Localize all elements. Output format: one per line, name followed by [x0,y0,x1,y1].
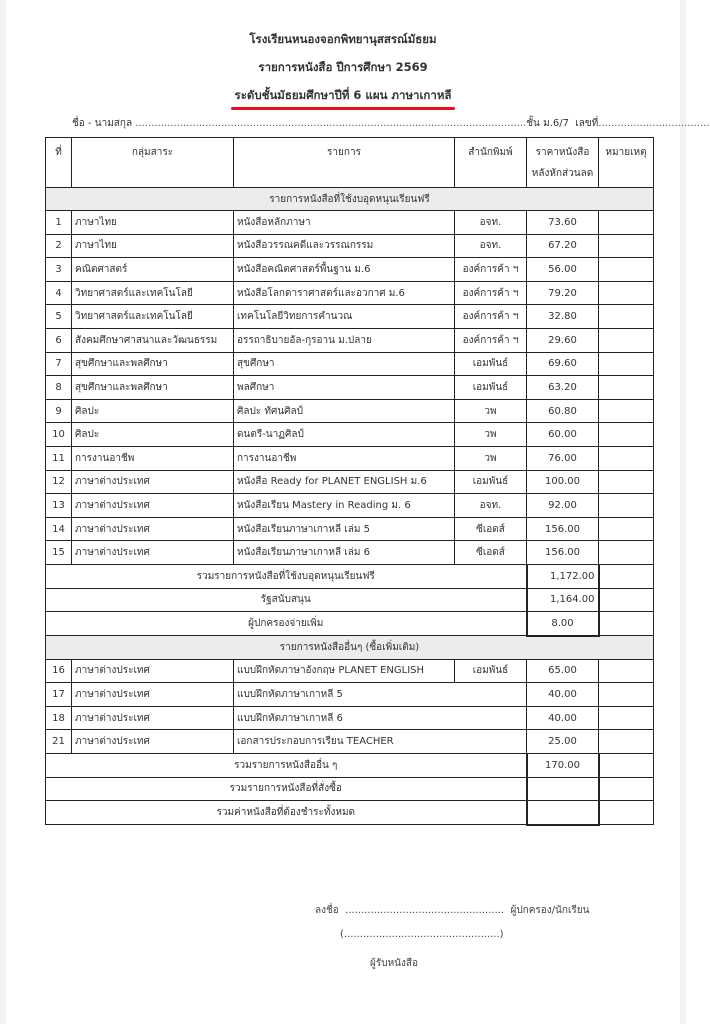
row-publisher: องค์การค้า ฯ [455,328,527,352]
row-price: 156.00 [527,517,599,541]
row-note[interactable] [599,470,654,494]
row-number: 6 [46,328,72,352]
row-publisher: อจท. [455,494,527,518]
row-item: แบบฝึกหัดภาษาอังกฤษ PLANET ENGLISH [234,659,455,683]
summary-row [46,564,654,588]
row-publisher: องค์การค้า ฯ [455,305,527,329]
row-note[interactable] [599,399,654,423]
row-number: 5 [46,305,72,329]
row-price: 29.60 [527,328,599,352]
row-note[interactable] [599,730,654,754]
name-field[interactable]: ........................................................................................................................... [135,118,527,129]
table-row [46,494,654,518]
row-note[interactable] [599,541,654,565]
table-row [46,683,654,707]
table-row [46,211,654,235]
table-row [46,659,654,683]
table-row [46,517,654,541]
row-publisher: เอมพันธ์ [455,470,527,494]
table-row [46,541,654,565]
book-list-table [45,137,654,826]
row-price: 156.00 [527,541,599,565]
section-row-other [46,636,654,660]
row-number: 10 [46,423,72,447]
name-label: ชื่อ - นามสกุล [72,118,133,129]
row-price: 69.60 [527,352,599,376]
row-subject-group: ภาษาต่างประเทศ [72,517,234,541]
row-note[interactable] [599,517,654,541]
row-number: 13 [46,494,72,518]
col-header-no: ที่ [46,138,72,188]
summary-note[interactable] [599,588,654,612]
row-publisher: ซีเอดส์ [455,541,527,565]
row-item: ศิลปะ ทัศนศิลป์ [234,399,455,423]
row-subject-group: การงานอาชีพ [72,446,234,470]
summary-value[interactable]: 1,172.00 [527,564,599,588]
signature-block [315,903,590,969]
summary-label: รวมรายการหนังสือที่ใช้งบอุดหนุนเรียนฟรี [46,564,527,588]
row-item: เทคโนโลยีวิทยการคำนวณ [234,305,455,329]
summary-value[interactable]: 1,164.00 [527,588,599,612]
row-number: 12 [46,470,72,494]
section-title-other: รายการหนังสืออื่นๆ (ซื้อเพิ่มเติม) [46,636,654,660]
table-row [46,328,654,352]
row-subject-group: ภาษาต่างประเทศ [72,683,234,707]
col-header-price [527,138,599,188]
row-item: หนังสือโลกดาราศาสตร์และอวกาศ ม.6 [234,281,455,305]
row-price: 40.00 [527,706,599,730]
table-row [46,352,654,376]
section-title-free: รายการหนังสือที่ใช้งบอุดหนุนเรียนฟรี [46,188,654,211]
row-number: 1 [46,211,72,235]
student-info-line [72,116,710,131]
table-header-row [46,138,654,188]
row-item: สุขศึกษา [234,352,455,376]
row-publisher: เอมพันธ์ [455,376,527,400]
row-note[interactable] [599,258,654,282]
row-price: 60.00 [527,423,599,447]
row-note[interactable] [599,352,654,376]
row-price: 79.20 [527,281,599,305]
list-title: รายการหนังสือ ปีการศึกษา 2569 [258,60,428,74]
class-label: ชั้น ม.6/7 [526,118,569,129]
row-subject-group: สังคมศึกษาศาสนาและวัฒนธรรม [72,328,234,352]
table-row [46,730,654,754]
row-number: 4 [46,281,72,305]
col-header-price-line1: ราคาหนังสือ [535,147,590,158]
row-price: 67.20 [527,234,599,258]
table-row [46,446,654,470]
row-item: หนังสือเรียน Mastery in Reading ม. 6 [234,494,455,518]
row-price: 32.80 [527,305,599,329]
row-subject-group: ภาษาไทย [72,234,234,258]
row-publisher: ซีเอดส์ [455,517,527,541]
row-publisher: วพ [455,399,527,423]
row-item: ดนตรี-นาฏศิลป์ [234,423,455,447]
document-header [0,28,686,112]
row-subject-group: สุขศึกษาและพลศึกษา [72,376,234,400]
row-subject-group: ภาษาต่างประเทศ [72,730,234,754]
row-number: 18 [46,706,72,730]
row-number: 2 [46,234,72,258]
summary-value[interactable] [527,801,599,825]
row-price: 25.00 [527,730,599,754]
row-note[interactable] [599,376,654,400]
row-item: หนังสือ Ready for PLANET ENGLISH ม.6 [234,470,455,494]
receiver-label: ผู้รับหนังสือ [370,958,418,969]
summary-label: รวมค่าหนังสือที่ต้องชำระทั้งหมด [46,801,527,825]
row-publisher: อจท. [455,211,527,235]
table-row [46,234,654,258]
summary-value[interactable]: 8.00 [527,612,599,636]
row-item: หนังสือคณิตศาสตร์พื้นฐาน ม.6 [234,258,455,282]
red-highlight-underline [231,107,456,110]
row-note[interactable] [599,328,654,352]
section-row-free [46,188,654,211]
page-edge-right [680,0,686,1024]
sign-field[interactable]: .................................................. [345,905,505,916]
table-row [46,470,654,494]
sign-label: ลงชื่อ [315,905,339,916]
summary-value[interactable]: 170.00 [527,754,599,778]
row-publisher: องค์การค้า ฯ [455,258,527,282]
row-item: แบบฝึกหัดภาษาเกาหลี 5 [234,683,527,707]
row-note[interactable] [599,706,654,730]
summary-note[interactable] [599,754,654,778]
summary-note[interactable] [599,777,654,801]
row-number: 17 [46,683,72,707]
row-publisher: อจท. [455,234,527,258]
table-row [46,258,654,282]
row-publisher: องค์การค้า ฯ [455,281,527,305]
row-price: 60.80 [527,399,599,423]
row-number: 3 [46,258,72,282]
row-note[interactable] [599,234,654,258]
summary-note[interactable] [599,564,654,588]
row-item: พลศึกษา [234,376,455,400]
row-price: 73.60 [527,211,599,235]
level-text: ระดับชั้นมัธยมศึกษาปีที่ 6 แผน ภาษาเกาหลี [234,88,452,102]
row-subject-group: คณิตศาสตร์ [72,258,234,282]
col-header-group: กลุ่มสาระ [72,138,234,188]
table-row [46,423,654,447]
summary-label: รวมรายการหนังสืออื่น ๆ [46,754,527,778]
row-number: 7 [46,352,72,376]
summary-row [46,801,654,825]
row-item: หนังสือเรียนภาษาเกาหลี เล่ม 6 [234,541,455,565]
row-note[interactable] [599,211,654,235]
row-item: หนังสือเรียนภาษาเกาหลี เล่ม 5 [234,517,455,541]
col-header-publisher: สำนักพิมพ์ [455,138,527,188]
row-subject-group: ภาษาต่างประเทศ [72,541,234,565]
page-edge-left [0,0,6,1024]
row-subject-group: วิทยาศาสตร์และเทคโนโลยี [72,281,234,305]
summary-row [46,754,654,778]
summary-label: รวมรายการหนังสือที่สั่งซื้อ [46,777,527,801]
row-subject-group: สุขศึกษาและพลศึกษา [72,352,234,376]
row-publisher: วพ [455,446,527,470]
col-header-price-line2: หลังหักส่วนลด [531,168,594,179]
row-price: 76.00 [527,446,599,470]
row-price: 100.00 [527,470,599,494]
row-price: 40.00 [527,683,599,707]
row-item: หนังสือวรรณคดีและวรรณกรรม [234,234,455,258]
table-row [46,376,654,400]
row-number: 15 [46,541,72,565]
row-number: 9 [46,399,72,423]
row-number: 16 [46,659,72,683]
row-number: 21 [46,730,72,754]
summary-row [46,777,654,801]
row-note[interactable] [599,683,654,707]
row-item: การงานอาชีพ [234,446,455,470]
summary-note[interactable] [599,801,654,825]
summary-value[interactable] [527,777,599,801]
row-note[interactable] [599,423,654,447]
row-publisher: วพ [455,423,527,447]
row-number: 8 [46,376,72,400]
row-item: อรรถาธิบายอัล-กุรอาน ม.ปลาย [234,328,455,352]
row-item: เอกสารประกอบการเรียน TEACHER [234,730,527,754]
row-price: 63.20 [527,376,599,400]
row-note[interactable] [599,281,654,305]
summary-row [46,588,654,612]
table-row [46,706,654,730]
row-subject-group: ภาษาต่างประเทศ [72,706,234,730]
summary-label: รัฐสนับสนุน [46,588,527,612]
col-header-item: รายการ [234,138,455,188]
row-price: 92.00 [527,494,599,518]
summary-row [46,612,654,636]
row-note[interactable] [599,446,654,470]
row-subject-group: ศิลปะ [72,399,234,423]
row-note[interactable] [599,659,654,683]
row-number: 14 [46,517,72,541]
row-subject-group: ภาษาต่างประเทศ [72,494,234,518]
row-note[interactable] [599,494,654,518]
sign-role: ผู้ปกครอง/นักเรียน [510,905,590,916]
printed-name-field[interactable]: (.................................................) [340,929,504,940]
school-name: โรงเรียนหนองจอกพิทยานุสสรณ์มัธยม [249,32,437,46]
row-subject-group: ศิลปะ [72,423,234,447]
table-row [46,281,654,305]
row-publisher: เอมพันธ์ [455,659,527,683]
row-price: 56.00 [527,258,599,282]
row-subject-group: ภาษาต่างประเทศ [72,470,234,494]
row-subject-group: ภาษาต่างประเทศ [72,659,234,683]
row-publisher: เอมพันธ์ [455,352,527,376]
summary-note[interactable] [599,612,654,636]
row-item: แบบฝึกหัดภาษาเกาหลี 6 [234,706,527,730]
col-header-note: หมายเหตุ [599,138,654,188]
number-field[interactable]: ................................... [598,118,710,129]
row-subject-group: ภาษาไทย [72,211,234,235]
number-label: เลขที่ [575,118,599,129]
row-subject-group: วิทยาศาสตร์และเทคโนโลยี [72,305,234,329]
row-price: 65.00 [527,659,599,683]
table-row [46,305,654,329]
level-line [231,84,456,112]
table-row [46,399,654,423]
summary-label: ผู้ปกครองจ่ายเพิ่ม [46,612,527,636]
row-item: หนังสือหลักภาษา [234,211,455,235]
row-note[interactable] [599,305,654,329]
row-number: 11 [46,446,72,470]
